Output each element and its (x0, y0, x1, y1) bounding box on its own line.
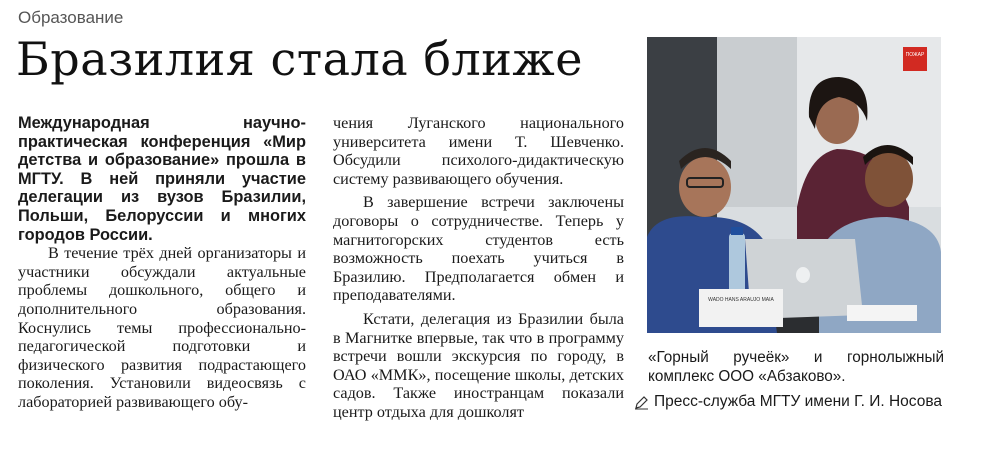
body-paragraph: В завершение встречи заключены договоры о сотрудничестве. Теперь у магнитогорских студентов есть возможность поехать учиться в Бразилию. Предполагается обмен и преподавателями. (333, 193, 624, 305)
article-column-1 (18, 114, 306, 412)
svg-text:WADO HANS ARAUJO MAIA: WADO HANS ARAUJO MAIA (708, 297, 774, 303)
article-column-2 (333, 114, 624, 422)
body-paragraph: Кстати, делегация из Бразилии была в Магнитке впервые, так что в программу встречи вошли экскурсия по городу, в ОАО «ММК», посещение школы, детских садов. Также иностранцам показали центр отдыха для дошколят (333, 309, 624, 421)
fire-sign (903, 47, 927, 71)
photo-credit (634, 393, 942, 411)
section-rubric: Образование (18, 8, 124, 27)
credit-text: Пресс-служба МГТУ имени Г. И. Носова (653, 393, 942, 410)
svg-text:ПОЖАР: ПОЖАР (905, 52, 925, 58)
article-lead: Международная научно-практическая конференция «Мир детства и образование» прошла в МГТУ. В ней приняли участие делегации из вузов Бразилии, Польши, Белоруссии и многих городов России. (18, 114, 306, 244)
article-photo (647, 37, 941, 333)
body-paragraph: чения Луганского национального университета имени Т. Шевченко. Обсудили психолого-дидактическую систему развивающего обучения. (333, 114, 624, 188)
article-headline: Бразилия стала ближе (16, 32, 583, 86)
body-paragraph: В течение трёх дней организаторы и участники обсуждали актуальные проблемы дошкольного, общего и дополнительного образования. Коснулись темы профессионально-педагогической подготовки и физического развития подрастающего поколения. Установили видеосвязь с лабораторией развивающего обу- (18, 244, 306, 411)
pencil-icon (634, 395, 649, 410)
photo-caption: «Горный ручеёк» и горнолыжный комплекс ООО «Абзаково». (648, 349, 944, 385)
